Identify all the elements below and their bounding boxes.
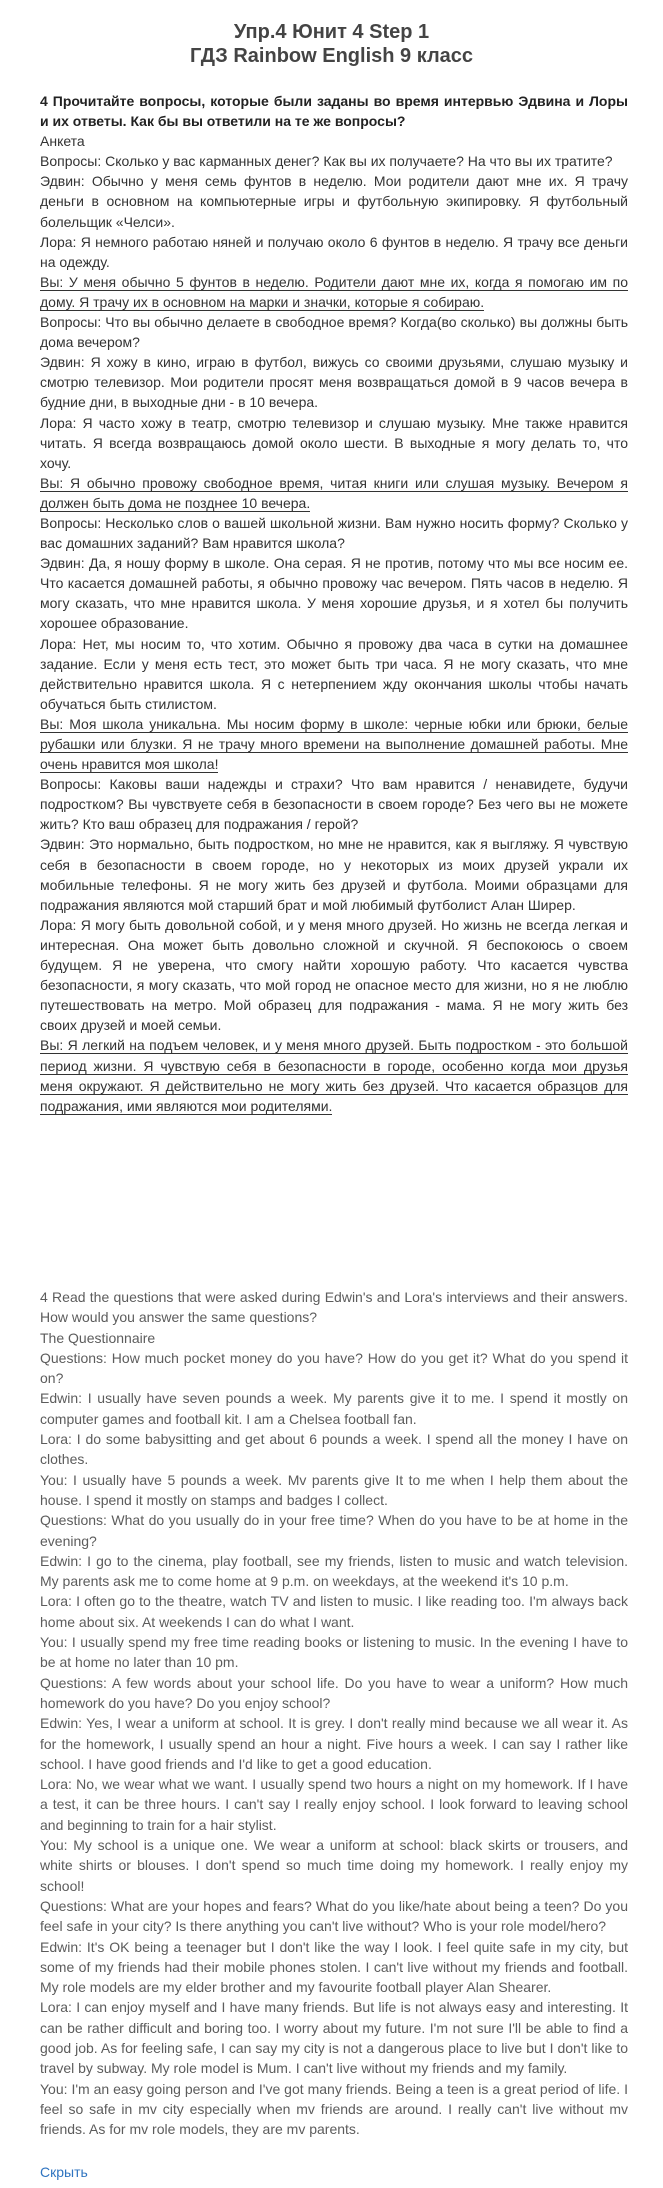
paragraph-ru-questions-3: Вопросы: Несколько слов о вашей школьной жизни. Вам нужно носить форму? Сколько у вас домашних заданий? Вам нравится школа?: [40, 514, 628, 552]
paragraph-en-edwin-3: Edwin: Yes, I wear a uniform at school. It is grey. I don't really mind because we all wear it. As for the homework, I usually spend an hour a night. Five hours a week. I can say I rather like school. I have good friends and I'd like to get a good education.: [40, 1715, 628, 1772]
paragraph-en-lora-4: Lora: I can enjoy myself and I have many friends. But life is not always easy and interesting. It can be rather difficult and boring too. I worry about my future. I'm not sure I'll be able to find a good job. As for feeling safe, I can say my city is not a dangerous place to live but I don't like to travel by subway. My role model is Mum. I can't live without my friends and my family.: [40, 1999, 628, 2077]
paragraph-ru-you-2: [40, 473, 628, 513]
paragraph-ru-questions-1: Вопросы: Сколько у вас карманных денег? Как вы их получаете? На что вы их тратите?: [40, 153, 613, 170]
paragraph-ru-questions-2: Вопросы: Что вы обычно делаете в свободное время? Когда(во сколько) вы должны быть дома вечером?: [40, 314, 628, 351]
paragraph-ru-you-3: [40, 714, 628, 774]
paragraph-ru-edwin-1: Эдвин: Обычно у меня семь фунтов в неделю. Мои родители дают мне их. Я трачу деньги в основном на компьютерные игры и футбольную экипировку. Я футбольный болельщик «Челси».: [40, 173, 628, 230]
paragraph-en-edwin-4: Edwin: It's OK being a teenager but I don't like the way I look. I feel quite safe in my city, but some of my friends had their mobile phones stolen. I can't live without my friends and football. My role models are my elder brother and my favourite football player Alan Shearer.: [40, 1938, 628, 1996]
paragraph-en-lora-3: Lora: No, we wear what we want. I usually spend two hours a night on my homework. If I have a test, it can be three hours. I can't say I really enjoy school. I look forward to leaving school and beginning to train for a hair stylist.: [40, 1776, 628, 1833]
paragraph-ru-lora-4: Лора: Я могу быть довольной собой, и у меня много друзей. Но жизнь не всегда легкая и интересная. Она может быть довольно сложной и скучной. Я беспокоюсь о своем будущем. Я не уверена, что смогу найти хорошую работу. Что касается чувства безопасности, я могу сказать, что мой город не опасное место для жизни, но я не люблю путешествовать на метро. Мой образец для подражания - мама. Я не могу жить без своих друзей и моей семьи.: [40, 916, 628, 1034]
paragraph-ru-edwin-4: Эдвин: Это нормально, быть подростком, но мне не нравится, как я выгляжу. Я чувствую себя в безопасности в своем городе, но у некоторых из моих друзей украли их мобильные телефоны. Я не могу жить без друзей и футбола. Моими образцами для подражания являются мой старший брат и мой любимый футболист Алан Ширер.: [40, 836, 628, 913]
underlined-answer: Вы: Моя школа уникальна. Мы носим форму в школе: черные юбки или брюки, белые рубашки или блузки. Я не трачу много времени на выполнение домашней работы. Мне очень нравится моя школа!: [40, 715, 628, 773]
paragraph-en-edwin-2: Edwin: I go to the cinema, play football, see my friends, listen to music and watch television. My parents ask me to come home at 9 p.m. on weekdays, at the weekend it's 10 p.m.: [40, 1552, 628, 1590]
paragraph-ru-edwin-2: Эдвин: Я хожу в кино, играю в футбол, вижусь со своими друзьями, слушаю музыку и смотрю телевизор. Мои родители просят меня возвращаться домой в 9 часов вечера в будние дни, в выходные дни - в 10 вечера.: [40, 354, 628, 411]
questionnaire-heading-en: The Questionnaire: [40, 1329, 156, 1346]
paragraph-en-lora-1: Lora: I do some babysitting and get about 6 pounds a week. I spend all the money I have on clothes.: [40, 1431, 628, 1468]
paragraph-en-you-4: You: I'm an easy going person and I've got many friends. Being a teen is a great period of life. I feel so safe in mv city especially when mv friends are around. I really can't live without mv friends. As for mv role models, they are mv parents.: [40, 2080, 628, 2138]
paragraph-ru-edwin-3: Эдвин: Да, я ношу форму в школе. Она серая. Я не против, потому что мы все носим ее. Что касается домашней работы, я обычно провожу час вечером. Пять часов в неделю. Я могу сказать, что мне нравится школа. У меня хорошие друзья, и я хотел бы получить хорошее образование.: [40, 555, 628, 632]
paragraph-en-lora-2: Lora: I often go to the theatre, watch TV and listen to music. I like reading too. I'm always back home about six. At weekends I can do what I want.: [40, 1593, 628, 1630]
task-statement-en: 4 Read the questions that were asked during Edwin's and Lora's interviews and their answers. How would you answer the same questions?: [40, 1289, 628, 1326]
paragraph-en-you-1: You: I usually have 5 pounds a week. Mv parents give It to me when I help them about the house. I spend it mostly on stamps and badges I collect.: [40, 1471, 628, 1508]
paragraph-en-questions-4: Questions: What are your hopes and fears? What do you like/hate about being a teen? Do you feel safe in your city? Is there anything you can't live without? Who is your role model/hero?: [40, 1897, 628, 1935]
questionnaire-heading-ru: Анкета: [40, 133, 85, 150]
paragraph-en-questions-1: Questions: How much pocket money do you have? How do you get it? What do you spend it on?: [40, 1349, 628, 1387]
english-original-section: [40, 1287, 628, 2139]
russian-answer-section: [40, 91, 628, 1116]
underlined-answer: Вы: Я легкий на подъем человек, и у меня много друзей. Быть подростком - это большой период жизни. Я чувствую себя в безопасности в городе, особенно когда мои друзья меня окружают. Я действительно не могу жить без друзей. Что касается образцов для подражания, ими являются мои родителями.: [40, 1037, 628, 1114]
paragraph-ru-lora-2: Лора: Я часто хожу в театр, смотрю телевизор и слушаю музыку. Мне также нравится читать. Я всегда возвращаюсь домой около шести. В выходные я могу делать то, что хочу.: [40, 414, 628, 471]
paragraph-ru-lora-1: Лора: Я немного работаю няней и получаю около 6 фунтов в неделю. Я трачу все деньги на одежду.: [40, 233, 628, 270]
page-subtitle: ГДЗ Rainbow English 9 класс: [189, 45, 474, 67]
paragraph-en-you-2: You: I usually spend my free time reading books or listening to music. In the evening I have to be at home no later than 10 pm.: [40, 1634, 628, 1671]
task-statement-ru: 4 Прочитайте вопросы, которые были заданы во время интервью Эдвина и Лоры и их ответы. Как бы вы ответили на те же вопросы?: [40, 93, 628, 130]
paragraph-en-you-3: You: My school is a unique one. We wear a uniform at school: black skirts or trousers, and white shirts or blouses. I don't spend so much time doing my homework. I really enjoy my school!: [40, 1837, 628, 1894]
underlined-answer: Вы: У меня обычно 5 фунтов в неделю. Родители дают мне их, когда я помогаю им по дому. Я трачу их в основном на марки и значки, которые я собираю.: [40, 273, 628, 310]
paragraph-ru-you-4: [40, 1035, 628, 1115]
paragraph-ru-you-1: [40, 272, 628, 312]
page-title: Упр.4 Юнит 4 Step 1: [233, 21, 430, 43]
paragraph-en-questions-3: Questions: A few words about your school life. Do you have to wear a uniform? How much homework do you have? Do you enjoy school?: [40, 1674, 628, 1711]
paragraph-ru-lora-3: Лора: Нет, мы носим то, что хотим. Обычно я провожу два часа в сутки на домашнее задание. Если у меня есть тест, это может быть три часа. Я не могу сказать, что мне действительно нравится школа. Я с нетерпением жду окончания школы чтобы начать обучаться быть стилистом.: [40, 635, 628, 712]
underlined-answer: Вы: Я обычно провожу свободное время, читая книги или слушая музыку. Вечером я должен быть дома не позднее 10 вечера.: [40, 474, 628, 511]
paragraph-en-questions-2: Questions: What do you usually do in your free time? When do you have to be at home in the evening?: [40, 1512, 628, 1549]
hide-translation-link[interactable]: Скрыть: [40, 2164, 88, 2180]
paragraph-en-edwin-1: Edwin: I usually have seven pounds a week. My parents give it to me. I spend it mostly on computer games and football kit. I am a Chelsea football fan.: [40, 1390, 628, 1427]
paragraph-ru-questions-4: Вопросы: Каковы ваши надежды и страхи? Что вам нравится / ненавидете, будучи подростком? Вы чувствуете себя в безопасности в своем городе? Без чего вы не можете жить? Кто ваш образец для подражания / герой?: [40, 776, 628, 833]
